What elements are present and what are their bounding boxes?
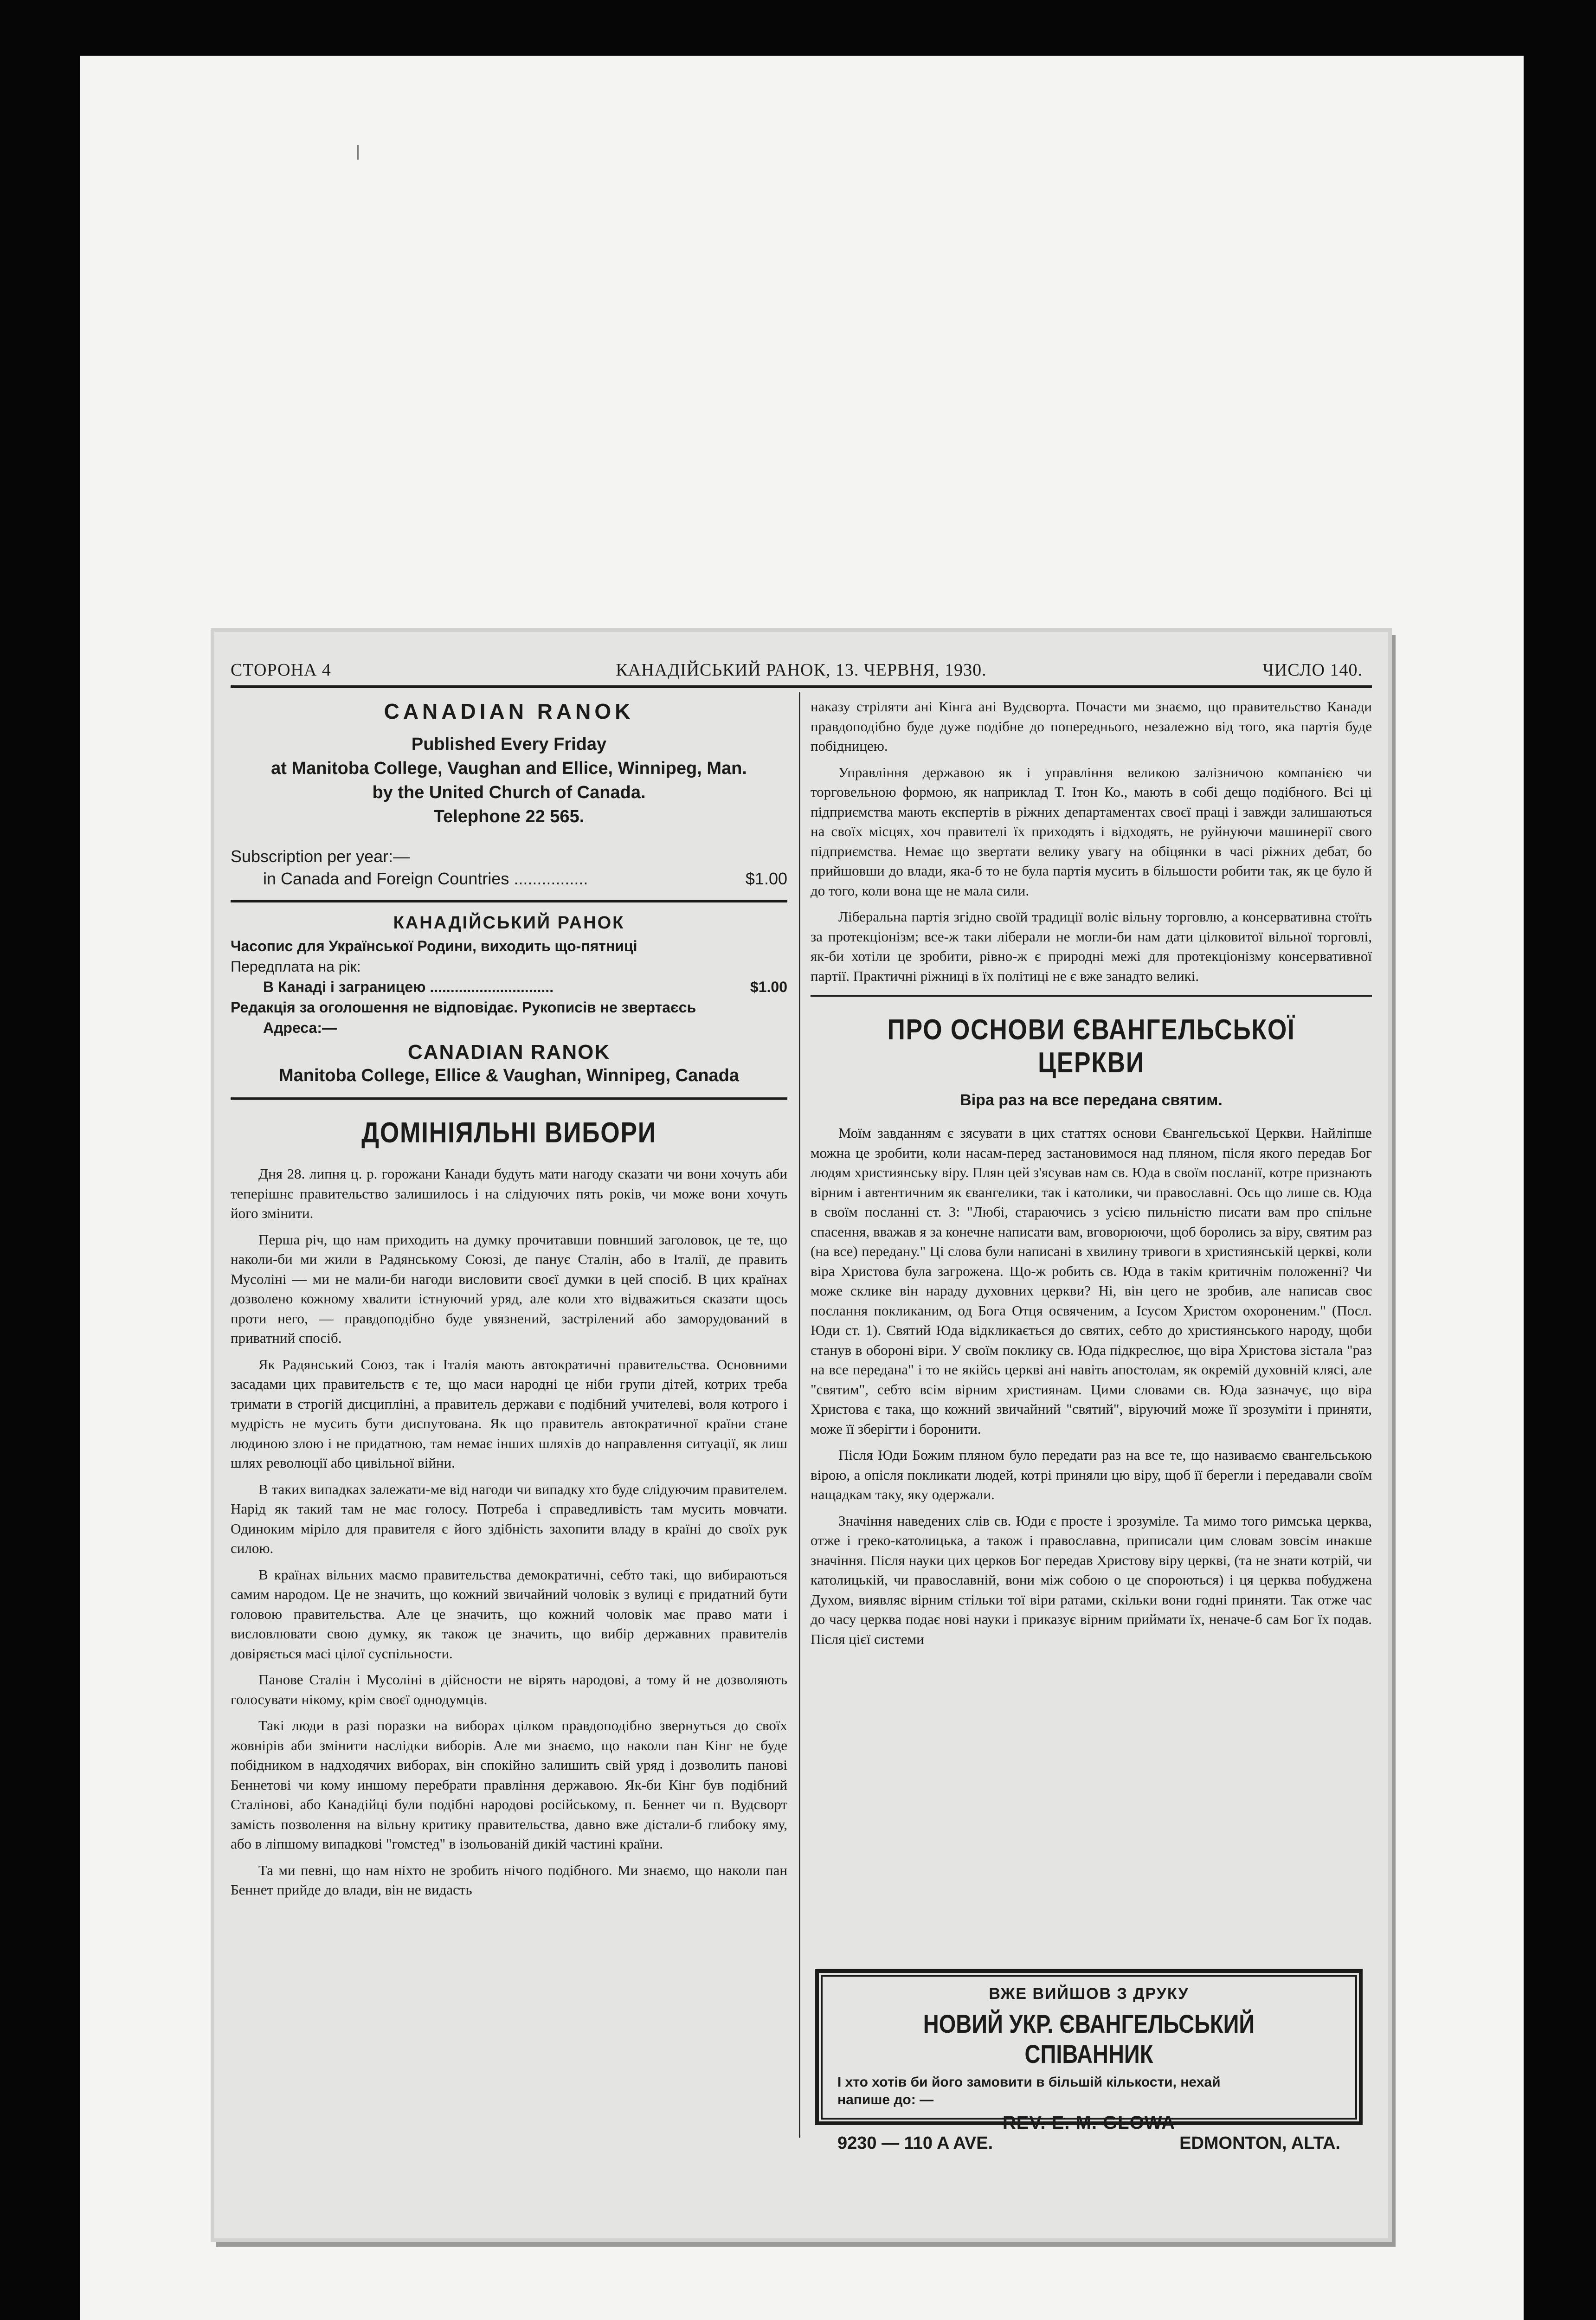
masthead-title: CANADIAN RANOK <box>384 699 634 723</box>
article-paragraph: Управління державою як і управління великою залізничою компанією чи торговельною формою, як наприклад Т. Ітон Ко., мають в собі дещо подібного. Всі ці підприємства мають експертів в ріжних департаментах своєї праці і завжди залишаються на своїх місцях, хоч правителі їх приходять і відходять, не руйнуючи машинерії свого підприємства. Немає що звертати велику увагу на обіцянки в часі ріжних дебат, бо прийшовши до влади, яка-б то не була партія мусить в більшости робити так, як це було й до того, коли вона ще не мала сили. <box>811 764 1372 899</box>
ad-title: НОВИЙ УКР. ЄВАНГЕЛЬСЬКИЙ СПІВАННИК <box>923 2009 1255 2069</box>
ua-masthead-line: Передплата на рік: <box>231 958 361 975</box>
subscription-info <box>231 845 787 890</box>
ad-text: напише до: — <box>837 2092 934 2107</box>
subscription-label: Subscription per year:— <box>231 847 410 866</box>
ad-street-address: 9230 — 110 A AVE. <box>837 2133 993 2153</box>
ua-subscription-region: В Канаді і заграницею .............................. <box>263 979 554 995</box>
column-divider <box>799 692 800 2138</box>
divider-rule <box>231 1097 787 1100</box>
article-paragraph: Ліберальна партія згідно своїй традиції воліє вільну торговлю, а консервативна стоїть за протекціонізм; все-ж таки ліберали не могли-би нам дати цілковитої вільної торговлі, як-би хотіли це зробити, рівно-ж є природні межі для протекціонізму консервативної партії. Практичні ріжниці в їх політиці не є вже занадто великі. <box>811 909 1372 984</box>
article-paragraph: Такі люди в разі поразки на виборах цілком правдоподібно звернуться до своїх жовнірів аби змінити наслідки виборів. Але ми знаємо, що наколи пан Кінг не буде побідником в надходячих виборах, він спокійно залишить свій уряд і дозволить панові Беннетові чи кому иншому перебрати правління державою. Як-би Кінг був подібний Сталінові, або Канадійці були подібні народові російському, п. Беннет чи п. Вудсворт замість позволення на вільну критику правительства, давно вже дістали-б глибоку яму, або в ліпшому випадкові "гомстед" в ізольованій дикій частині країни. <box>231 1717 787 1852</box>
article-paragraph: В країнах вільних маємо правительства демократичні, себто такі, що вибираються самим народом. Це не значить, що кожний звичайний чоловік з вулиці є придатний бути головою правительства. Але це значить, що кожний чоловік має право мати і висловлювати свою думку, як також це значить, що вибір державних правителів довіряється масі цілої суспільности. <box>231 1566 787 1662</box>
divider-rule <box>811 995 1372 997</box>
masthead-line: Published Every Friday <box>411 735 607 754</box>
header-rule <box>231 685 1372 688</box>
masthead-phone: Telephone 22 565. <box>433 807 585 826</box>
article-paragraph: Дня 28. липня ц. р. горожани Канади будуть мати нагоду сказати чи вони хочуть аби теперішнє правительство залишилось і на слідуючих пять років, чи може вони хочуть його змінити. <box>231 1166 787 1221</box>
address-line: Manitoba College, Ellice & Vaughan, Winnipeg, Canada <box>278 1066 740 1085</box>
article-headline: ДОМІНІЯЛЬНІ ВИБОРИ <box>361 1117 656 1149</box>
running-header <box>231 660 1372 688</box>
paper-title-date: КАНАДІЙСЬКИЙ РАНОК, 13. ЧЕРВНЯ, 1930. <box>616 660 987 680</box>
ukrainian-masthead <box>231 913 787 1087</box>
masthead-line: at Manitoba College, Vaughan and Ellice, Winnipeg, Man. <box>271 759 747 778</box>
article-paragraph: Після Юди Божим пляном було передати раз на все те, що називаємо євангельською вірою, а опісля покликати людей, котрі приняли цю віру, щоб її берегли і передавали своїм нащадкам таку, яку одержали. <box>811 1447 1372 1502</box>
article-subheadline: Віра раз на все передана святим. <box>960 1091 1223 1109</box>
subscription-region: in Canada and Foreign Countries ................ <box>263 869 588 888</box>
page-number: СТОРОНА 4 <box>231 660 331 680</box>
article-paragraph: Як Радянський Союз, так і Італія мають автократичні правительства. Основними засадами цих правительств є те, що маси народні це ніби групи дітей, котрих треба тримати в строгій дисципліні, а правитель держави є подібний учителеві, воля котрого і мудрість не мусить бути диспутована. Як що правитель автократичної країни стане людиною злою і не придатною, там немає інших шляхів до направлення ситуації, як лиш шлях революції або цивільної війни. <box>231 1356 787 1471</box>
newspaper-page <box>214 632 1388 2238</box>
ua-masthead-line: Часопис для Української Родини, виходить що-пятниці <box>231 938 637 954</box>
subscription-price: $1.00 <box>745 869 787 888</box>
article-paragraph: В таких випадках залежати-ме від нагоди чи випадку хто буде слідуючим правителем. Нарід як такий там не має голосу. Потреба і справедливість там мусить мовчати. Одиноким міріло для правителя є його здібність захопити владу в країні до своїх рук силою. <box>231 1481 787 1556</box>
article-paragraph: Моїм завданням є зясувати в цих статтях основи Євангельської Церкви. Найліпше можна це зробити, коли насам-перед застановимося над пляном, після якого передав Бог людям християнську віру. Плян цей з'ясував нам св. Юда в своїм посланії, котре признають вірним і автентичним як євангелики, так і католики, чи православні. Ось що лише св. Юда в своїм посланні ст. 3: "Любі, стараючись з усією пильністю писати вам про спільне спасення, вважав я за конечне написати вам, вговорюючи, щоб боролись за віру, святим раз (на все) передану." Ці слова були написані в хвилину тривоги в християнській церкві, коли віра Христова була загрожена. Що-ж робить св. Юда в такім критичнім положенні? Чи може склике він нараду духовних церкви? Ні, він цего не зробив, але написав своє послання покликаним, од Бога Отця освяченим, а Ісусом Христом охороненим." (Посл. Юди ст. 1). Святий Юда відкликається до святих, себто до християнського народу, щоби станув в обороні віри. У своїм поклику св. Юда підкреслює, що віра Христова зістала "раз на все передана" і то не якійсь церкві ані навіть апостолам, як окремій духовній клясі, але "святим", себто всім вірним християнам. Цими словами св. Юда зазначує, що віра Христова є така, що кожний звичайний "святий", віруючий може її зрозуміти і приняти, може її зберігти і боронити. <box>811 1125 1372 1437</box>
article-paragraph: Перша річ, що нам приходить на думку прочитавши повнший заголовок, це те, що наколи-би ми жили в Радянському Союзі, де панує Сталін, або в Італії, де править Мусоліні — ми не мали-би нагоди висловити своєї думки в цей спосіб. В цих країнах дозволено кожному хвалити істнуючий уряд, але коли хто відважиться сказати щось проти него, — правдоподібно буде увязнений, застрілений або заморудований в приватний спосіб. <box>231 1231 787 1346</box>
address-title: CANADIAN RANOK <box>407 1041 611 1063</box>
ua-subscription-price: $1.00 <box>750 979 787 995</box>
right-column <box>811 697 1372 1656</box>
article-body <box>811 1123 1372 1649</box>
article-paragraph: наказу стріляти ані Кінга ані Вудсворта. Почасти ми знаємо, що правительство Канади правдоподібно буде дуже подібне до попереднього, незалежно від того, яка партія буде побідницею. <box>811 698 1372 754</box>
ua-masthead-line: Редакція за оголошення не відповідає. Рукописів не звертаєсь <box>231 999 696 1016</box>
article-continuation <box>811 697 1372 986</box>
scan-mark <box>357 145 359 160</box>
english-masthead <box>231 699 787 829</box>
hymnal-advertisement <box>815 1969 1363 2153</box>
ua-masthead-line: Адреса:— <box>263 1019 337 1036</box>
ua-masthead-title: КАНАДІЙСЬКИЙ РАНОК <box>393 913 625 933</box>
article-body <box>231 1164 787 1900</box>
article-paragraph: Та ми певні, що нам ніхто не зробить нічого подібного. Ми знаємо, що наколи пан Беннет прийде до влади, він не видасть <box>231 1862 787 1898</box>
article-paragraph: Панове Сталін і Мусоліні в дійсности не вірять народові, а тому й не дозволяють голосувати нікому, крім своєї однодумців. <box>231 1671 787 1708</box>
mailing-address <box>231 1041 787 1087</box>
ad-city: EDMONTON, ALTA. <box>1179 2133 1340 2153</box>
ad-text: І хто хотів би його замовити в більшій кількости, нехай <box>837 2075 1221 2090</box>
article-headline: ПРО ОСНОВИ ЄВАНГЕЛЬСЬКОЇ ЦЕРКВИ <box>887 1014 1295 1079</box>
ad-tagline: ВЖЕ ВИЙШОВ З ДРУКУ <box>989 1985 1189 2003</box>
issue-number: ЧИСЛО 140. <box>1262 660 1363 680</box>
article-paragraph: Значіння наведених слів св. Юди є просте і зрозуміле. Та мимо того римська церква, отже і греко-католицька, а також і православна, приписали цим словам зовсім инакше значіння. Після науки цих церков Бог передав Христову віру церкві, (та не знати котрій, чи католицькій, чи православній, вони між собою о це спороються) і ця церква побуджена Духом, виявляє вірним стільки тої віри ратами, скільки вони годні приняти. Так отже час до часу церква подає нові науки і приказує вірним приймати їх, неначе-б сам Бог їх подав. Після цієї системи <box>811 1512 1372 1647</box>
ad-contact-name: REV. E. M. GLOWA <box>1002 2113 1176 2133</box>
divider-rule <box>231 900 787 902</box>
masthead-line: by the United Church of Canada. <box>372 783 646 802</box>
left-column <box>231 697 787 1907</box>
